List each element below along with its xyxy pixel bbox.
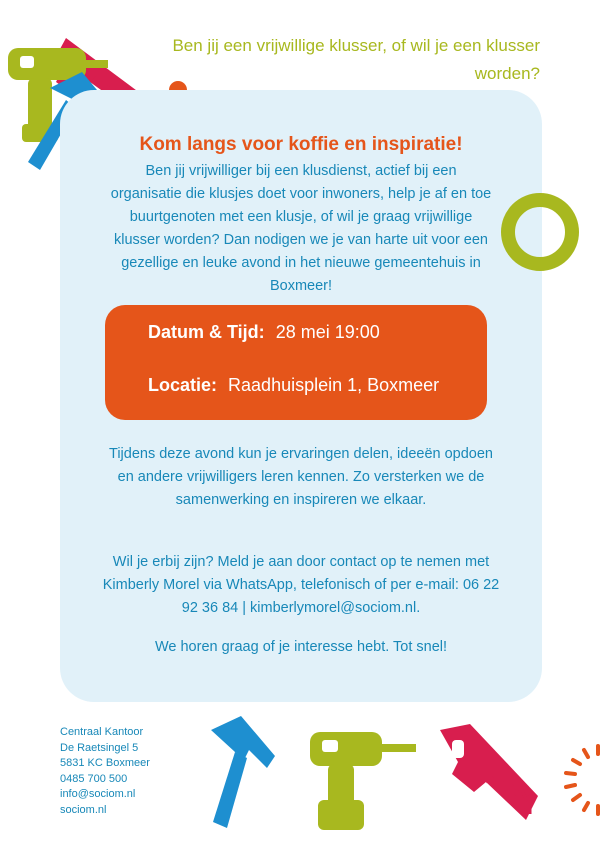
tagline: Ben jij een vrijwillige klusser, of wil je een klusser worden? [172,36,540,83]
paragraph-evening: Tijdens deze avond kun je ervaringen delen, ideeën opdoen en andere vrijwilligers leren kennen. Zo versterken we de samenwerking en inspireren we elkaar. [109,446,493,508]
headline: Kom langs voor koffie en inspiratie! [139,134,463,155]
intro-text: Ben jij vrijwilliger bij een klusdienst, actief bij een organisatie die klusjes doet voor inwoners, help je af en toe buurtgenoten met een klusje, of wil je graag vrijwillige klusser worden? Dan nodigen we je van harte uit voor een gezellige en leuke avond in het nieuwe gemeentehuis in Boxmeer! [110,163,492,294]
footer-postcode: 5831 KC Boxmeer [60,757,150,769]
footer-contact [60,725,210,818]
ring-icon [499,191,581,273]
sunburst-icon [560,740,600,820]
footer-street: De Raetsingel 5 [60,741,139,754]
event-location-row [148,375,439,396]
footer-phone: 0485 700 500 [60,772,128,785]
hammer-icon [205,712,285,832]
event-date-row [148,322,380,343]
paragraph-closing: We horen graag of je interesse hebt. Tot snel! [154,639,448,655]
event-date-value: 28 mei 19:00 [275,322,380,342]
paragraph-signup: Wil je erbij zijn? Meld je aan door contact op te nemen met Kimberly Morel via WhatsApp, telefonisch of per e-mail: 06 22 92 36 84 | kimberlymorel@sociom.nl. [102,554,500,616]
event-date-label: Datum & Tijd: [148,322,265,342]
event-location-value: Raadhuisplein 1, Boxmeer [228,375,440,395]
footer-email: info@sociom.nl [60,788,136,800]
saw-icon [430,722,546,830]
footer-office: Centraal Kantoor [60,726,144,738]
footer-website: sociom.nl [60,803,107,816]
drill-icon [308,728,420,833]
event-location-label: Locatie: [148,375,218,395]
event-details-box [105,305,487,420]
